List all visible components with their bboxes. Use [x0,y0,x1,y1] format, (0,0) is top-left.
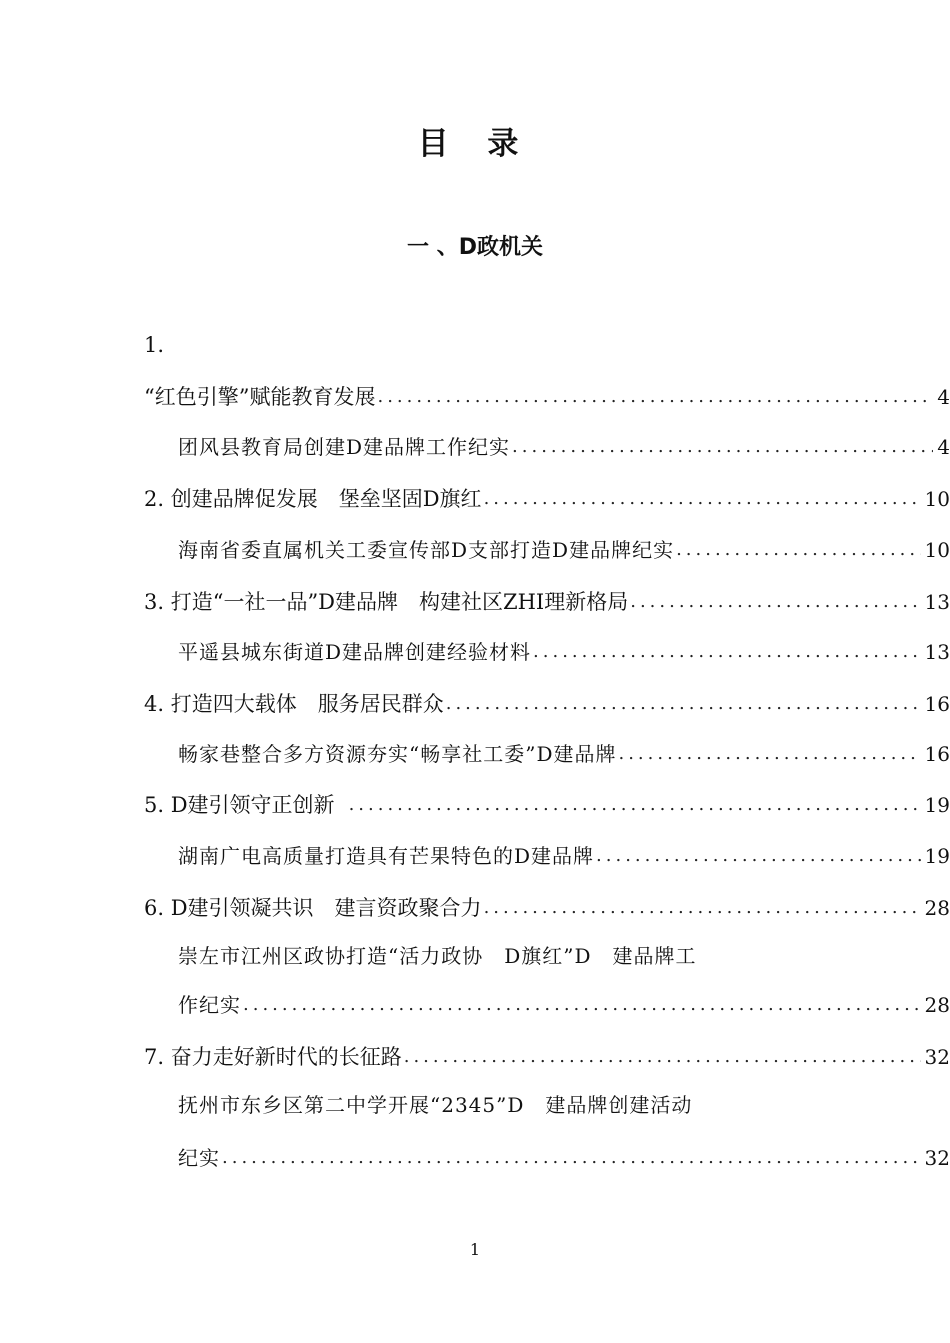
toc-entry-title: 5. D建引领守正创新 [144,793,335,817]
toc-subentry-6[interactable] [178,986,950,1020]
toc-page-number: 13 [924,640,950,664]
toc-subentry-title: 湖南广电高质量打造具有芒果特色的D建品牌 [178,844,595,868]
toc-entry-title: 6. D建引领凝共识 建言资政聚合力 [144,896,482,920]
dot-leader [377,382,933,412]
dot-leader [533,637,921,667]
toc-subentry-6-line1[interactable]: 崇左市江州区政协打造“活力政协 D旗红”D 建品牌工 [178,944,697,968]
toc-entry-1-number: 1. [144,333,165,357]
toc-page-number: 13 [924,590,950,614]
toc-heading: 目 录 [417,126,533,162]
toc-page-number: 4 [937,385,950,409]
toc-subentry-title: 畅家巷整合多方资源夯实“畅享社工委”D建品牌 [178,742,617,766]
toc-page-number: 16 [924,692,950,716]
toc-page-number: 19 [924,844,950,868]
toc-entry-5[interactable] [144,786,950,820]
toc-subentry-4[interactable] [178,735,950,769]
dot-leader [596,841,921,871]
toc-subentry-7-line1[interactable]: 抚州市东乡区第二中学开展“2345”D 建品牌创建活动 [178,1093,693,1117]
toc-subentry-title: 团风县教育局创建D建品牌工作纪实 [178,435,511,459]
section-heading: 一 、D政机关 [407,235,543,260]
dot-leader [630,587,920,617]
toc-page-number: 28 [924,896,950,920]
dot-leader [484,893,921,923]
toc-subentry-2[interactable] [178,531,950,565]
toc-subentry-5[interactable] [178,837,950,871]
toc-entry-title: “红色引擎”赋能教育发展 [144,385,376,409]
toc-page-number: 16 [924,742,950,766]
toc-page-number: 19 [924,793,950,817]
dot-leader [446,689,921,719]
toc-page-number: 32 [924,1045,950,1069]
dot-leader [484,484,921,514]
toc-subentry-title: 平遥县城东街道D建品牌创建经验材料 [178,640,532,664]
toc-entry-2[interactable] [144,480,950,514]
dot-leader [512,432,933,462]
toc-page-number: 28 [924,993,950,1017]
toc-subentry-title: 纪实 [178,1146,220,1170]
toc-subentry-title: 作纪实 [178,993,241,1017]
dot-leader [222,1143,921,1173]
dot-leader [618,739,920,769]
toc-entry-title: 4. 打造四大载体 服务居民群众 [144,692,444,716]
toc-page-number: 10 [924,487,950,511]
toc-subentry-7[interactable] [178,1139,950,1173]
toc-page-number: 4 [937,435,950,459]
toc-entry-title: 7. 奋力走好新时代的长征路 [144,1045,402,1069]
toc-entry-title: 2. 创建品牌促发展 堡垒坚固D旗红 [144,487,482,511]
toc-page-number: 32 [924,1146,950,1170]
toc-page-number: 10 [924,538,950,562]
toc-entry-1[interactable] [144,378,950,412]
toc-entry-4[interactable] [144,685,950,719]
page-footer-number: 1 [469,1240,481,1259]
toc-subentry-title: 海南省委直属机关工委宣传部D支部打造D建品牌纪实 [178,538,675,562]
toc-subentry-1[interactable] [178,428,950,462]
dot-leader [676,535,920,565]
toc-entry-3[interactable] [144,583,950,617]
dot-leader [243,990,921,1020]
toc-entry-6[interactable] [144,889,950,923]
toc-entry-7[interactable] [144,1038,950,1072]
toc-subentry-3[interactable] [178,633,950,667]
toc-entry-title: 3. 打造“一社一品”D建品牌 构建社区ZHI理新格局 [144,590,629,614]
dot-leader [349,790,921,820]
dot-leader [404,1042,921,1072]
